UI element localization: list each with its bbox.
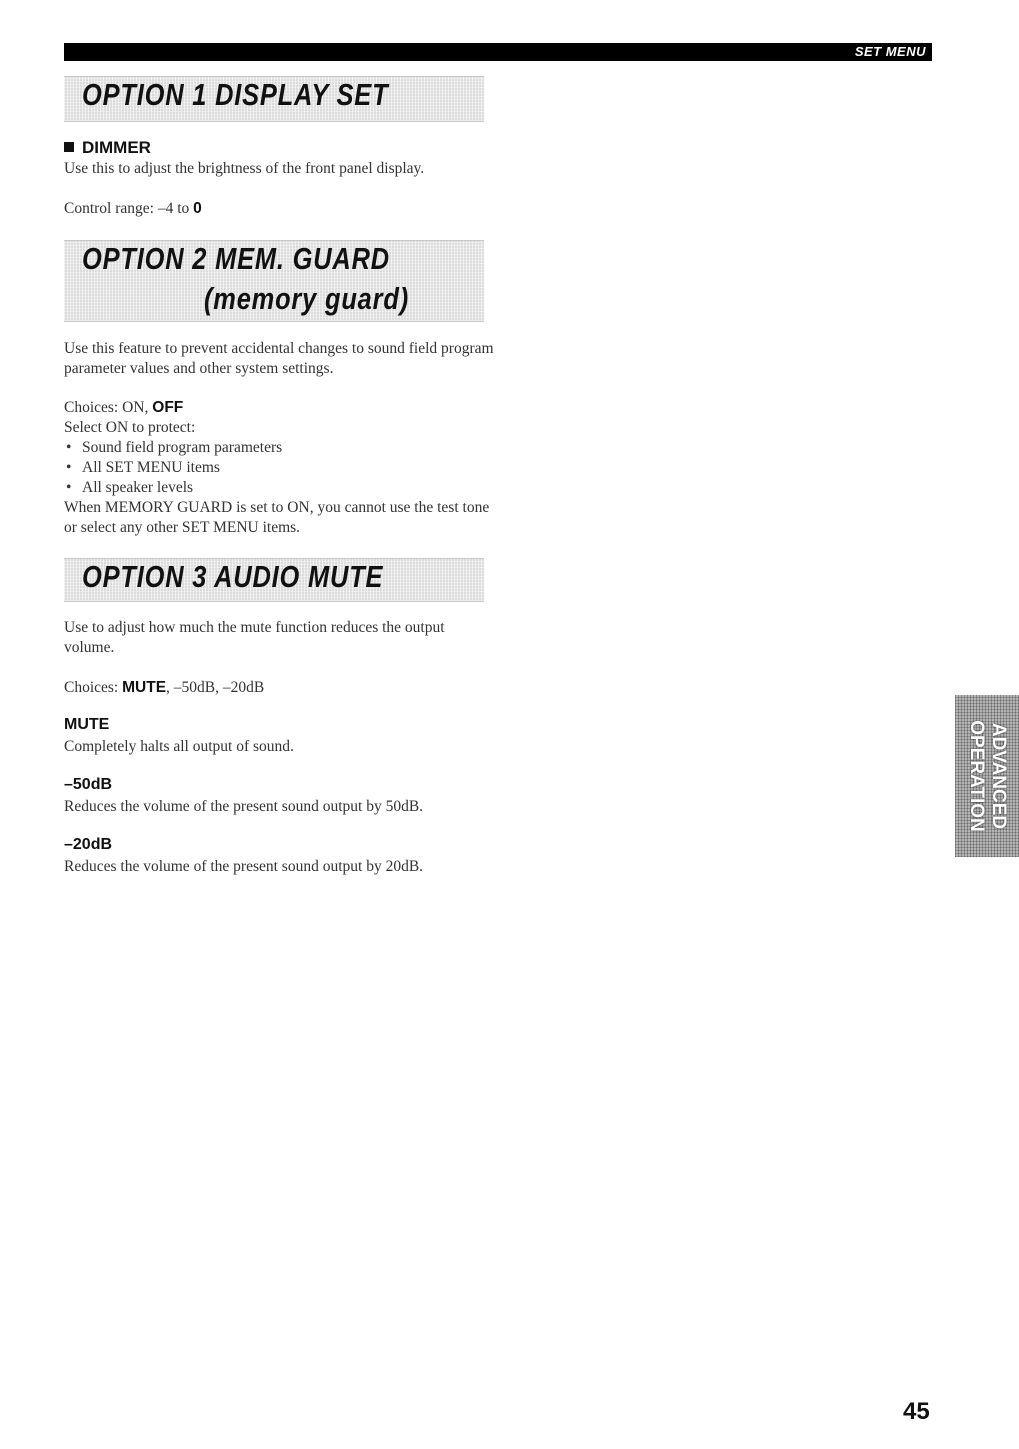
option1-banner: [64, 76, 484, 122]
section-tag: SET MENU: [854, 44, 926, 59]
option2-banner: [64, 240, 484, 322]
list-item: • All speaker levels: [64, 478, 494, 498]
dimmer-range: Control range: –4 to 0: [64, 200, 202, 217]
def-text-50db: Reduces the volume of the present sound output by 50dB.: [64, 798, 424, 815]
option2-subtitle: (memory guard): [204, 281, 409, 316]
def-term-50db: –50dB: [64, 776, 113, 793]
memguard-block: [64, 398, 494, 538]
side-tab-advanced-operation: [955, 695, 1019, 857]
list-item: • Sound field program parameters: [64, 438, 494, 458]
def-text-mute: Completely halts all output of sound.: [64, 738, 294, 755]
memguard-choices: Choices: ON, OFF: [64, 399, 184, 416]
dimmer-heading: DIMMER: [64, 138, 151, 158]
def-term-mute: MUTE: [64, 716, 110, 733]
mute-choices: Choices: MUTE, –50dB, –20dB: [64, 679, 265, 696]
list-item: • All SET MENU items: [64, 458, 494, 478]
def-text-20db: Reduces the volume of the present sound output by 20dB.: [64, 858, 424, 875]
dimmer-description: Use this to adjust the brightness of the front panel display.: [64, 160, 425, 177]
def-term-20db: –20dB: [64, 836, 113, 853]
memguard-list: [64, 438, 494, 498]
memguard-select-text: Select ON to protect:: [64, 419, 196, 436]
option1-title: OPTION 1 DISPLAY SET: [82, 77, 389, 112]
mute-description: Use to adjust how much the mute function reduces the output volume.: [64, 619, 445, 656]
side-tab-label: ADVANCED OPERATION: [966, 720, 1009, 832]
page-number: 45: [903, 1398, 930, 1425]
option3-banner: [64, 558, 484, 602]
option2-title: OPTION 2 MEM. GUARD: [82, 241, 390, 276]
memguard-note: When MEMORY GUARD is set to ON, you cannot use the test tone or select any other SET MENU items.: [64, 499, 490, 536]
square-bullet-icon: [64, 142, 74, 152]
option3-title: OPTION 3 AUDIO MUTE: [82, 559, 384, 594]
header-bar: [64, 43, 932, 61]
memguard-description: Use this feature to prevent accidental changes to sound field program parameter values and other system settings.: [64, 340, 494, 377]
